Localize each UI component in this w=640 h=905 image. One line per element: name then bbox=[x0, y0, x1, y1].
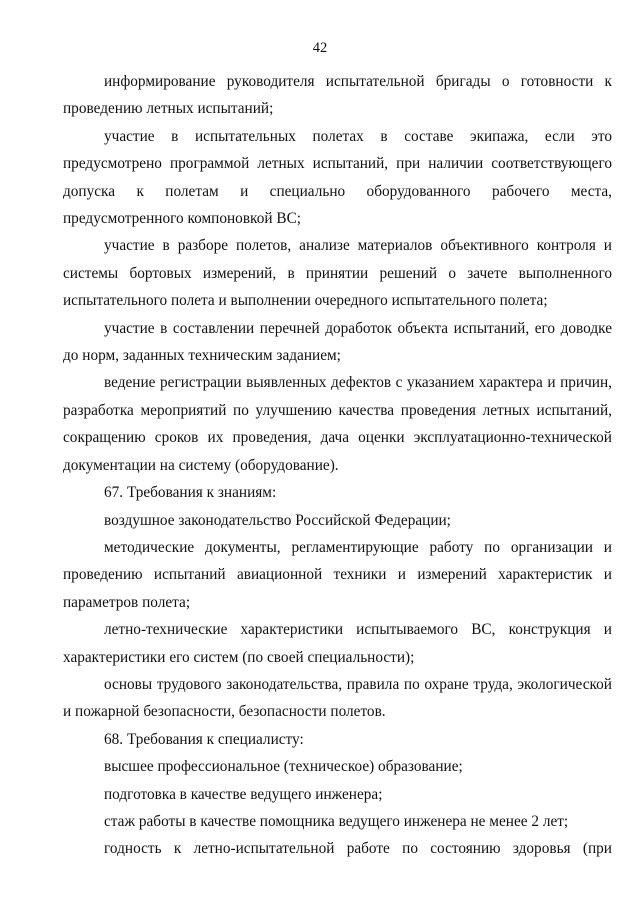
paragraph-work-experience: стаж работы в качестве помощника ведущего инженера не менее 2 лет; bbox=[104, 812, 569, 830]
paragraph-medical-fitness: годность к летно-испытательной работе по состоянию здоровья (при bbox=[104, 840, 612, 858]
paragraph-flight-debrief: участие в разборе полетов, анализе материалов объективного контроля и системы бортовых измерений, в принятии решений о зачете выполненного испытательного полета и выполнении очередного испытательного полета; bbox=[63, 237, 612, 310]
paragraph-methodical-documents: методические документы, регламентирующие работу по организации и проведению испытаний авиационной техники и измерений характеристик и параметров полета; bbox=[63, 538, 612, 611]
page-number: 42 bbox=[312, 40, 328, 56]
paragraph-test-flights-participation: участие в испытательных полетах в составе экипажа, если это предусмотрено программой летных испытаний, при наличии соответствующего допуска к полетам и специально оборудованного рабочего места, предусмотренного компоновкой ВС; bbox=[63, 127, 612, 228]
paragraph-defects-registration: ведение регистрации выявленных дефектов с указанием характера и причин, разработка мероприятий по улучшению качества проведения летных испытаний, сокращению сроков их проведения, дача оценки эксплуатационно-технической документации на систему (оборудование). bbox=[63, 374, 612, 474]
section-67-heading: 67. Требования к знаниям: bbox=[104, 484, 277, 502]
paragraph-test-crew-readiness: информирование руководителя испытательной бригады о готовности к проведению летных испытаний; bbox=[63, 73, 612, 118]
paragraph-modifications-list: участие в составлении перечней доработок объекта испытаний, его доводке до норм, заданных техническим заданием; bbox=[63, 319, 612, 365]
paragraph-air-legislation: воздушное законодательство Российской Федерации; bbox=[104, 511, 451, 529]
paragraph-flight-characteristics: летно-технические характеристики испытываемого ВС, конструкция и характеристики его систем (по своей специальности); bbox=[63, 621, 612, 666]
document-body bbox=[63, 68, 612, 863]
paragraph-labor-law: основы трудового законодательства, правила по охране труда, экологической и пожарной безопасности, безопасности полетов. bbox=[63, 675, 612, 721]
paragraph-lead-engineer-training: подготовка в качестве ведущего инженера; bbox=[104, 785, 383, 803]
paragraph-higher-education: высшее профессиональное (техническое) образование; bbox=[104, 758, 463, 776]
section-68-heading: 68. Требования к специалисту: bbox=[104, 730, 304, 748]
